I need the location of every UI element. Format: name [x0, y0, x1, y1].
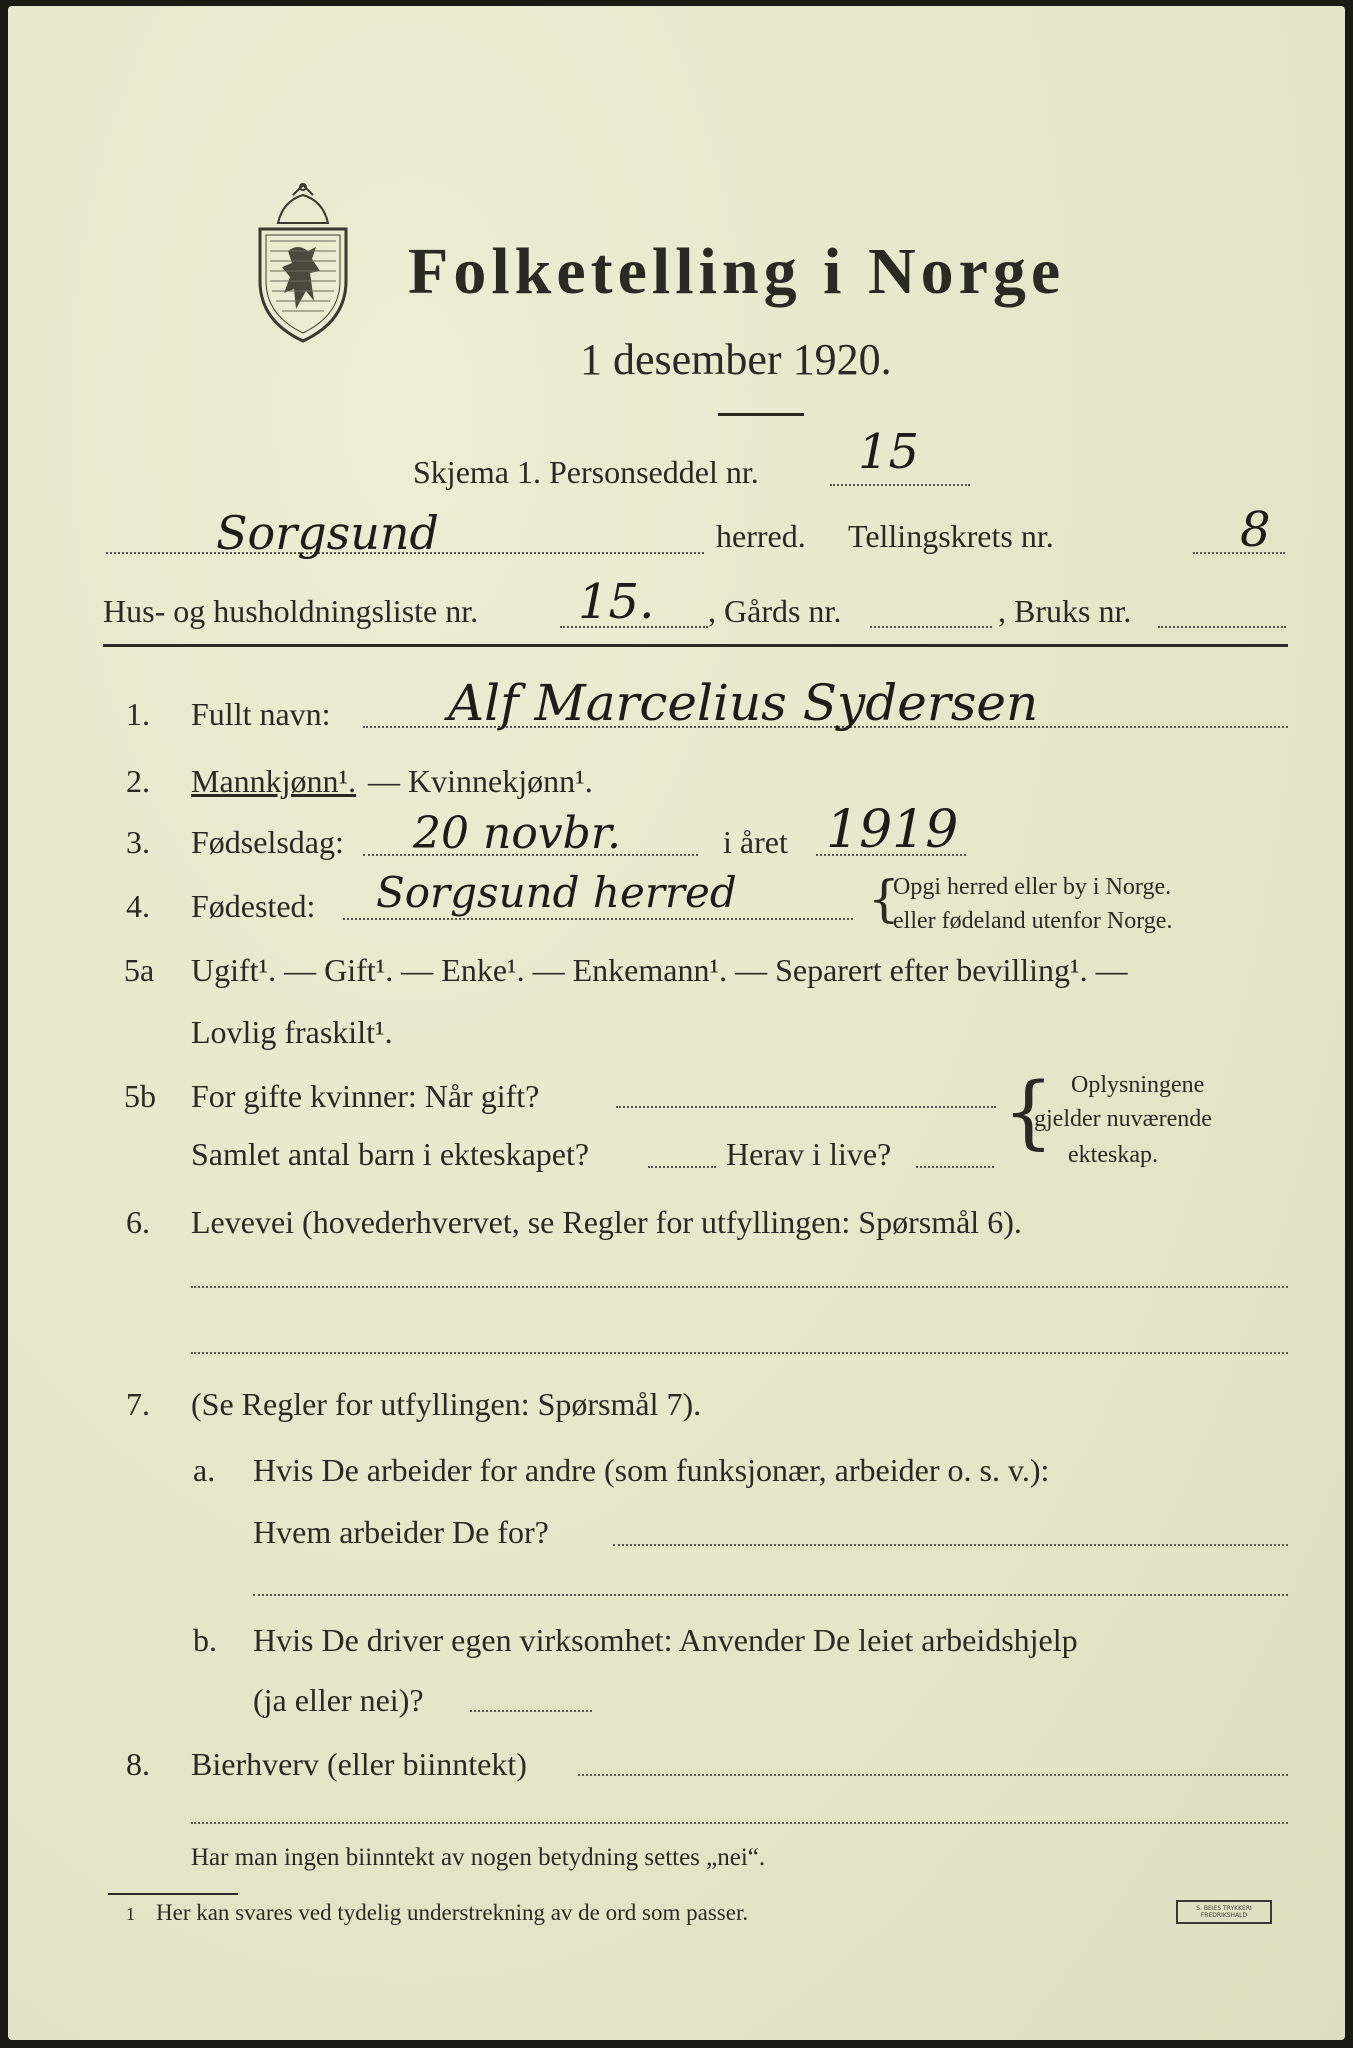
q7a-number: a.	[193, 1452, 216, 1488]
q6-number: 6.	[126, 1204, 150, 1240]
q5b-note-2: gjelder nuværende	[1034, 1106, 1212, 1132]
census-form-page	[8, 6, 1345, 2040]
q5b-line-2	[648, 1166, 716, 1168]
q7a-text: Hvis De arbeider for andre (som funksjonær, arbeider o. s. v.):	[253, 1452, 1050, 1488]
krets-line	[1193, 552, 1285, 554]
q6-text: Levevei (hovederhvervet, se Regler for utfyllingen: Spørsmål 6).	[191, 1204, 1022, 1240]
printer-stamp-text: S. BEIES TRYKKERI FREDRIKSHALD	[1196, 1905, 1252, 1919]
gards-line	[870, 626, 992, 628]
q7-text: (Se Regler for utfyllingen: Spørsmål 7).	[191, 1386, 702, 1422]
coat-of-arms-icon	[248, 181, 358, 346]
q2-number: 2.	[126, 763, 150, 799]
husliste-value: 15.	[578, 574, 655, 630]
q3-value: 20 novbr.	[413, 808, 622, 859]
q4-note-2: eller fødeland utenfor Norge.	[893, 908, 1173, 934]
q5b-label-2: Samlet antal barn i ekteskapet?	[191, 1136, 590, 1172]
schema-number-value: 15	[858, 424, 920, 480]
q2-female: — Kvinnekjønn¹.	[368, 763, 593, 799]
footnote-mark: 1	[126, 1904, 135, 1924]
q8-line-2	[191, 1822, 1288, 1824]
krets-value: 8	[1240, 502, 1271, 558]
q5b-label-1: For gifte kvinner: Når gift?	[191, 1078, 540, 1114]
note-nei: Har man ingen biinntekt av nogen betydning settes „nei“.	[191, 1844, 766, 1871]
q2-male: Mannkjønn¹.	[191, 763, 357, 799]
bruks-line	[1158, 626, 1286, 628]
form-title: Folketelling i Norge	[408, 235, 1066, 308]
husliste-label: Hus- og husholdningsliste nr.	[103, 593, 479, 629]
gards-label: , Gårds nr.	[708, 593, 842, 629]
q5a-text-2: Lovlig fraskilt¹.	[191, 1014, 393, 1050]
q5a-text: Ugift¹. — Gift¹. — Enke¹. — Enkemann¹. — Separert efter bevilling¹. —	[191, 952, 1128, 988]
q5b-line-1	[616, 1106, 996, 1108]
schema-label: Skjema 1. Personseddel nr.	[413, 454, 759, 490]
krets-label: Tellingskrets nr.	[848, 518, 1054, 554]
q5b-note-3: ekteskap.	[1068, 1142, 1158, 1168]
footnote-text: Her kan svares ved tydelig understrekning av de ord som passer.	[156, 1900, 749, 1925]
q4-value: Sorgsund herred	[376, 868, 737, 917]
q7b-line	[470, 1710, 592, 1712]
herred-label: herred.	[716, 518, 806, 554]
q3-label: Fødselsdag:	[191, 824, 344, 860]
q7b-text: Hvis De driver egen virksomhet: Anvender De leiet arbeidshjelp	[253, 1622, 1078, 1658]
q5b-note-1: Oplysningene	[1071, 1072, 1205, 1098]
q1-label: Fullt navn:	[191, 696, 331, 732]
q8-text: Bierhverv (eller biinntekt)	[191, 1746, 527, 1782]
q7b-text-2: (ja eller nei)?	[253, 1682, 424, 1718]
q1-number: 1.	[126, 696, 150, 732]
q7a-line-1	[613, 1544, 1288, 1546]
q5b-number: 5b	[124, 1078, 156, 1114]
q5a-number: 5a	[124, 952, 155, 988]
q1-value: Alf Marcelius Sydersen	[448, 674, 1039, 732]
q5b-brace: {	[1003, 1065, 1054, 1158]
q5b-line-3	[916, 1166, 994, 1168]
printer-stamp	[1176, 1900, 1272, 1924]
footnote-divider	[108, 1893, 238, 1895]
q6-line-2	[191, 1352, 1288, 1354]
q8-number: 8.	[126, 1746, 150, 1782]
q3-number: 3.	[126, 824, 150, 860]
q3-year-value: 1919	[826, 800, 959, 860]
q4-brace: {	[868, 870, 900, 928]
q7a-line-2	[253, 1594, 1288, 1596]
bruks-label: , Bruks nr.	[998, 593, 1132, 629]
q4-note-1: Opgi herred eller by i Norge.	[893, 874, 1172, 900]
q6-line-1	[191, 1286, 1288, 1288]
q5b-label-3: Herav i live?	[726, 1136, 892, 1172]
title-divider	[718, 413, 804, 416]
census-date: 1 desember 1920.	[580, 335, 892, 384]
q7b-number: b.	[193, 1622, 217, 1658]
q4-line	[343, 918, 853, 920]
q3-year-label: i året	[723, 824, 788, 860]
herred-value: Sorgsund	[216, 506, 439, 560]
q4-label: Fødested:	[191, 888, 316, 924]
q7a-text-2: Hvem arbeider De for?	[253, 1514, 549, 1550]
q8-line-1	[578, 1774, 1288, 1776]
schema-number-line	[830, 484, 970, 486]
q7-number: 7.	[126, 1386, 150, 1422]
q4-number: 4.	[126, 888, 150, 924]
section-divider	[103, 644, 1288, 647]
